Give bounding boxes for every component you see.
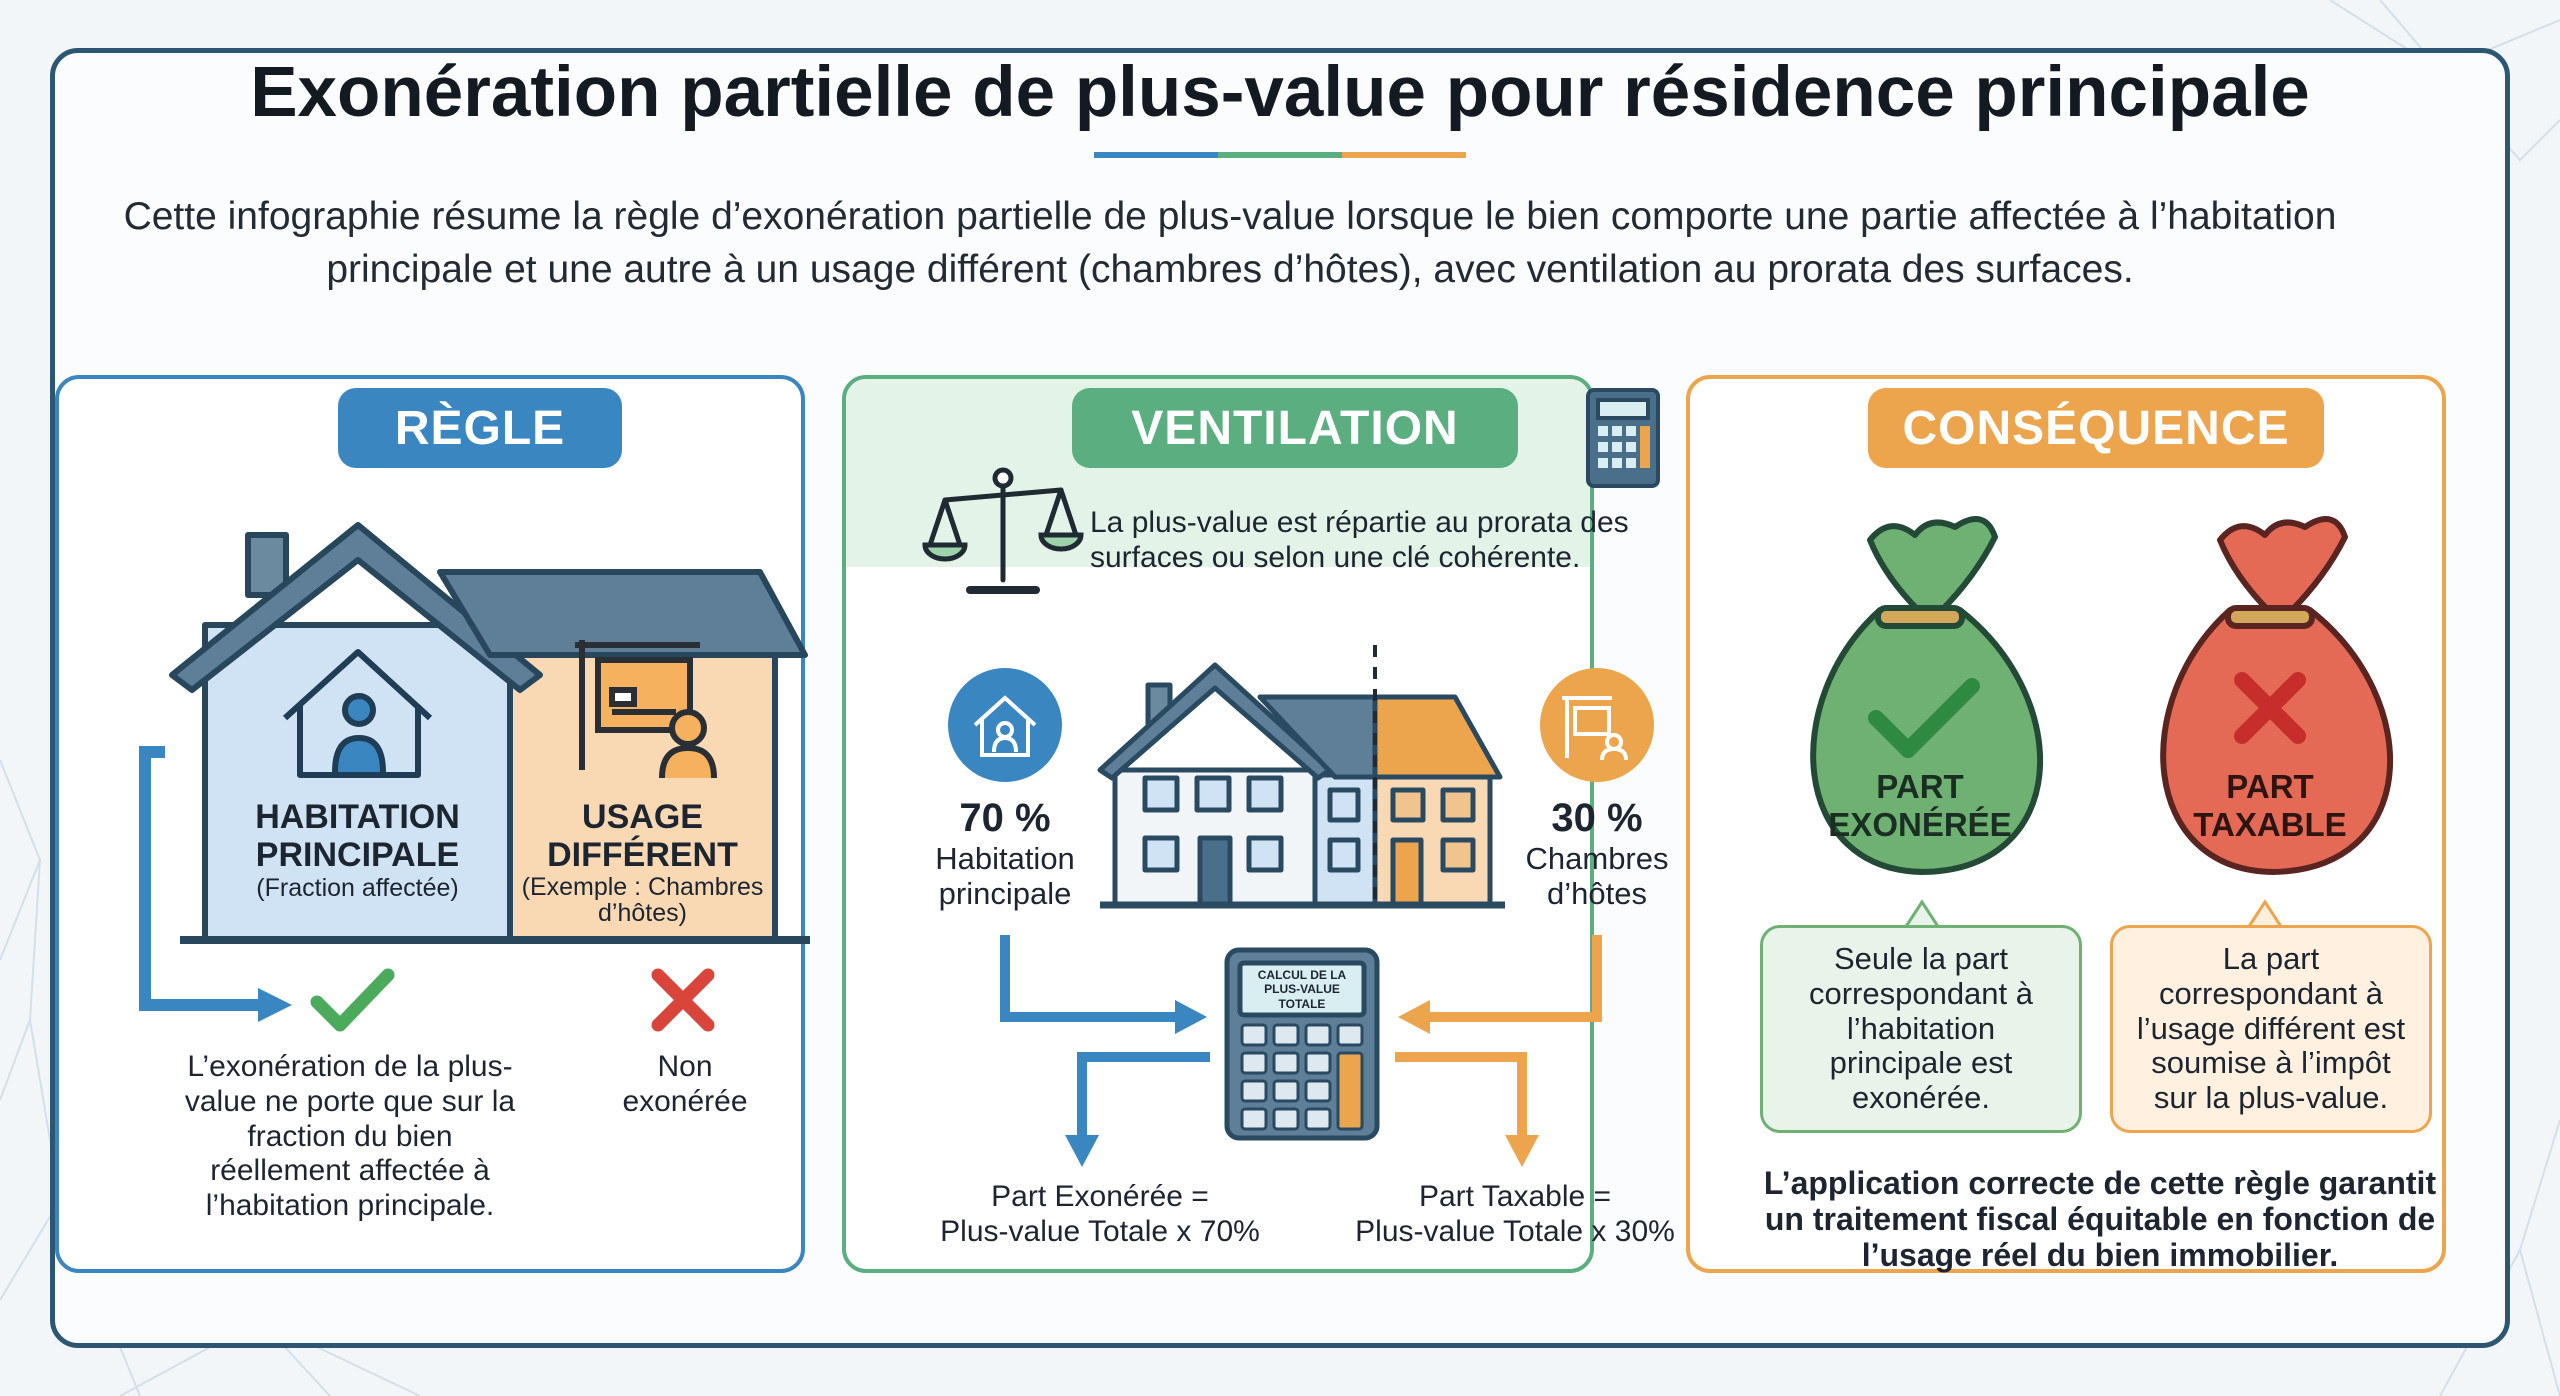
formula-right-1: Part Taxable = xyxy=(1418,1180,1612,1213)
consequence-title: CONSÉQUENCE xyxy=(1868,388,2324,468)
bag-left-line-1: PART xyxy=(1876,768,1964,805)
arrowhead-left-out xyxy=(1065,1135,1099,1167)
arrow-right-out xyxy=(1395,1057,1522,1140)
regle-arrowhead xyxy=(258,988,292,1022)
bag-left-line-2: EXONÉRÉE xyxy=(1828,806,2012,843)
formula-right-2: Plus-value Totale x 30% xyxy=(1355,1215,1675,1248)
arrowhead-right-in xyxy=(1398,1000,1430,1034)
ventilation-house-illustration xyxy=(1100,665,1505,905)
chambres-label: Chambres d’hôtes xyxy=(1525,841,1669,911)
bag-right-line-2: TAXABLE xyxy=(2193,806,2347,843)
habitation-percent: 70 % xyxy=(959,796,1051,840)
page-title: Exonération partielle de plus-value pour résidence principale xyxy=(250,53,2310,132)
regle-title: RÈGLE xyxy=(338,388,622,468)
taxable-callout: La part correspondant à l’usage différent est soumise à l’impôt sur la plus-value. xyxy=(2110,925,2432,1133)
consequence-conclusion: L’application correcte de cette règle garantit un traitement fiscal équitable en fonction de l’usage réel du bien immobilier. xyxy=(1763,1165,2437,1273)
usage-title-2: DIFFÉRENT xyxy=(547,836,738,874)
arrow-left-out xyxy=(1082,1057,1210,1140)
check-icon xyxy=(317,975,388,1025)
arrow-right-in xyxy=(1425,935,1597,1017)
arrowhead-right-out xyxy=(1505,1135,1539,1167)
formula-left-2: Plus-value Totale x 70% xyxy=(940,1215,1260,1248)
habitation-label: Habitation principale xyxy=(935,841,1075,911)
habitation-title-1: HABITATION xyxy=(255,798,460,836)
bag-right-line-1: PART xyxy=(2226,768,2314,805)
arrowhead-left-in xyxy=(1175,1000,1207,1034)
regle-non-exoneree: Non exonérée xyxy=(622,1050,748,1118)
chambres-percent: 30 % xyxy=(1551,796,1643,840)
regle-exoneration-text: L’exonération de la plus-value ne porte que sur la fraction du bien réellement affectée à l’habitation principale. xyxy=(184,1050,516,1223)
formula-left-1: Part Exonérée = xyxy=(991,1180,1209,1213)
calculator-label: CALCUL DE LA PLUS-VALUE TOTALE xyxy=(1257,968,1347,1011)
arrow-left-in xyxy=(1005,935,1180,1017)
chambres-badge-icon xyxy=(1540,668,1654,782)
habitation-title-2: PRINCIPALE xyxy=(255,836,460,874)
calculator-icon xyxy=(1588,390,1658,486)
exoneree-callout: Seule la part correspondant à l’habitation principale est exonérée. xyxy=(1760,925,2082,1133)
cross-icon xyxy=(658,975,708,1025)
usage-sub: (Exemple : Chambres d’hôtes) xyxy=(521,873,764,928)
scale-icon xyxy=(925,470,1081,590)
usage-title-1: USAGE xyxy=(582,798,703,836)
habitation-sub: (Fraction affectée) xyxy=(256,874,459,902)
ventilation-intro: La plus-value est répartie au prorata des surfaces ou selon une clé cohérente. xyxy=(1090,506,1629,574)
ventilation-title: VENTILATION xyxy=(1072,388,1518,468)
intro-text: Cette infographie résume la règle d’exonération partielle de plus-value lorsque le bien comporte une partie affectée à l’habitation principale et une autre à un usage différent (chambres d’hôtes), avec ventilation au prorata des surfaces. xyxy=(123,195,2337,292)
